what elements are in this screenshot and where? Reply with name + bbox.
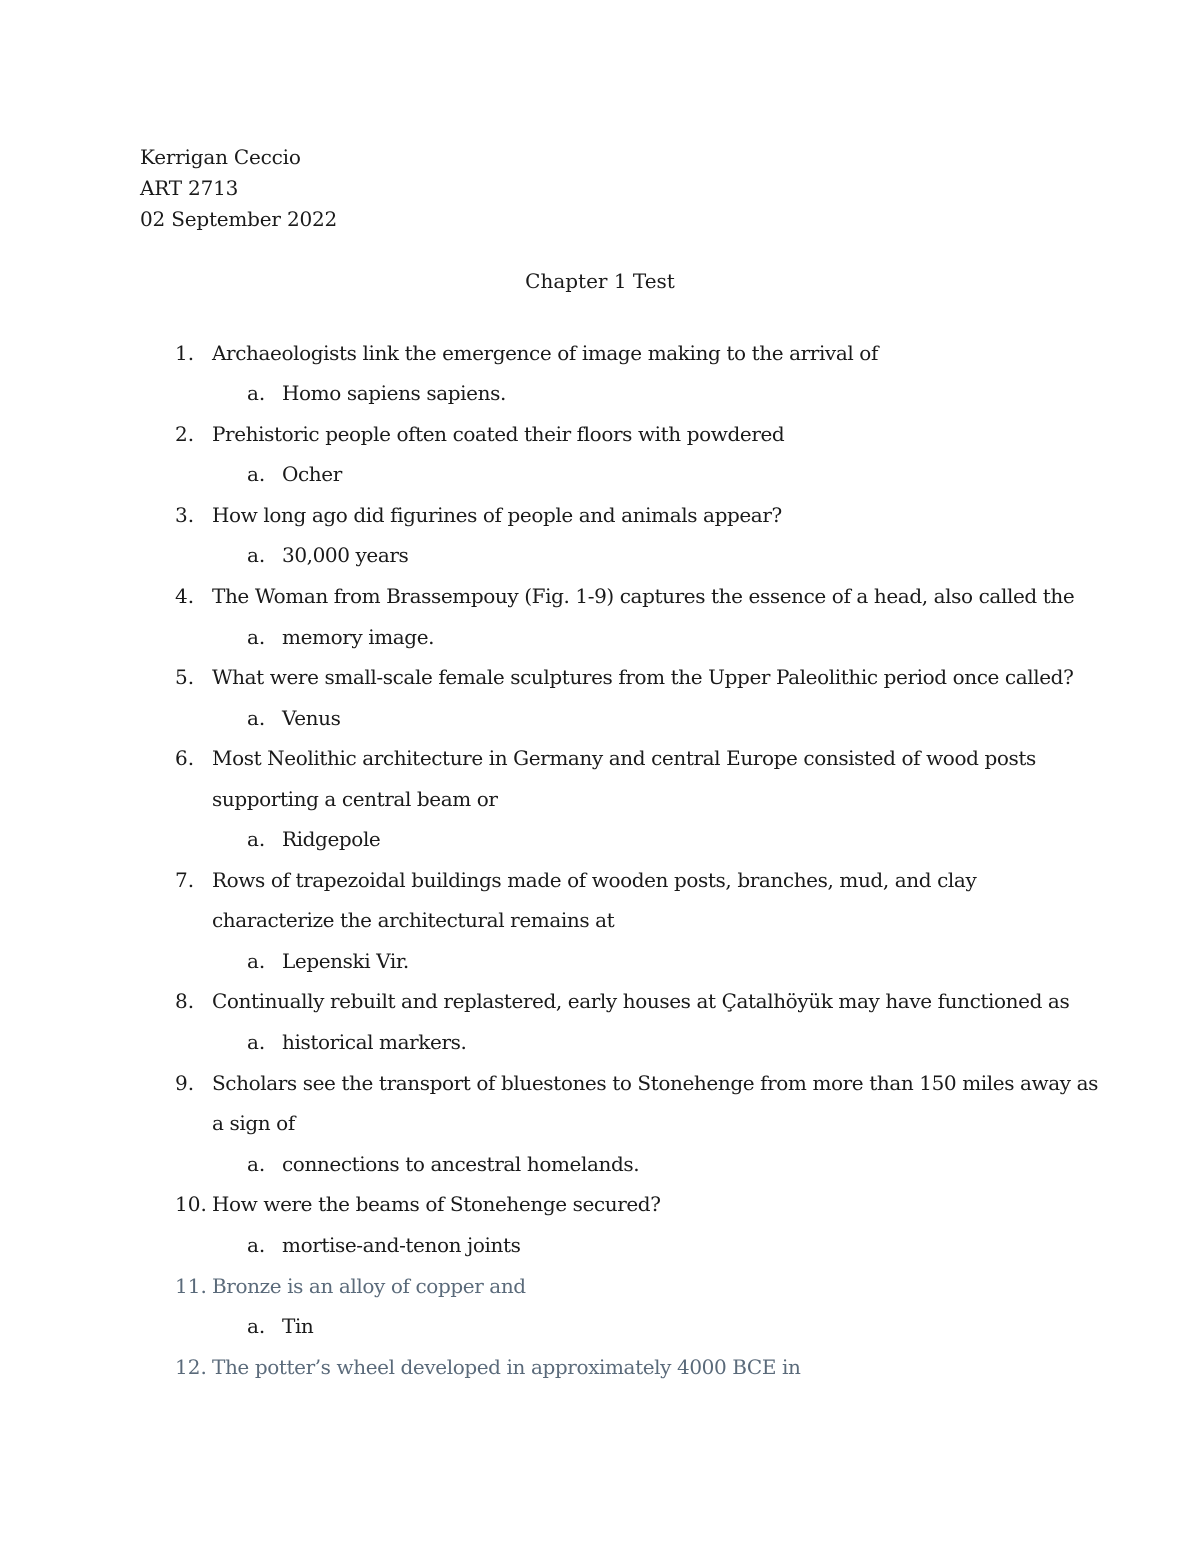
answer-text: Tin: [282, 1314, 314, 1338]
answer-letter: a.: [247, 949, 266, 973]
answer-letter: a.: [247, 543, 266, 567]
question-text-continued: characterize the architectural remains at: [212, 908, 615, 932]
answer-letter: a.: [247, 462, 266, 486]
page-title: Chapter 1 Test: [525, 269, 675, 293]
answer-text: memory image.: [282, 625, 435, 649]
question-text: The potter’s wheel developed in approximately 4000 BCE in: [212, 1355, 801, 1379]
question-text: How long ago did figurines of people and animals appear?: [212, 503, 782, 527]
question-text: Continually rebuilt and replastered, early houses at Çatalhöyük may have functioned as: [212, 989, 1070, 1013]
question-text-continued: a sign of: [212, 1111, 295, 1135]
answer-letter: a.: [247, 1030, 266, 1054]
question-number: 7.: [175, 868, 195, 892]
answer-text: Ridgepole: [282, 827, 381, 851]
question-text: How were the beams of Stonehenge secured?: [212, 1192, 661, 1216]
answer-text: historical markers.: [282, 1030, 467, 1054]
question-number: 4.: [175, 584, 195, 608]
question-number: 8.: [175, 989, 195, 1013]
question-number: 11.: [175, 1274, 207, 1298]
question-number: 3.: [175, 503, 195, 527]
question-text: What were small-scale female sculptures from the Upper Paleolithic period once called?: [212, 665, 1074, 689]
question-text: Rows of trapezoidal buildings made of wooden posts, branches, mud, and clay: [212, 868, 977, 892]
answer-text: Venus: [282, 706, 341, 730]
answer-text: 30,000 years: [282, 543, 409, 567]
answer-letter: a.: [247, 381, 266, 405]
answer-letter: a.: [247, 1314, 266, 1338]
answer-letter: a.: [247, 625, 266, 649]
answer-letter: a.: [247, 706, 266, 730]
answer-letter: a.: [247, 1152, 266, 1176]
course-code: ART 2713: [140, 176, 239, 200]
document-date: 02 September 2022: [140, 207, 338, 231]
question-number: 2.: [175, 422, 195, 446]
question-number: 1.: [175, 341, 195, 365]
question-text: Most Neolithic architecture in Germany and central Europe consisted of wood posts: [212, 746, 1036, 770]
question-text: Scholars see the transport of bluestones to Stonehenge from more than 150 miles away as: [212, 1071, 1099, 1095]
answer-text: Ocher: [282, 462, 342, 486]
question-text-continued: supporting a central beam or: [212, 787, 498, 811]
student-name: Kerrigan Ceccio: [140, 145, 301, 169]
question-text: The Woman from Brassempouy (Fig. 1-9) captures the essence of a head, also called the: [212, 584, 1075, 608]
question-text: Prehistoric people often coated their floors with powdered: [212, 422, 785, 446]
answer-text: mortise-and-tenon joints: [282, 1233, 521, 1257]
question-number: 12.: [175, 1355, 207, 1379]
question-text: Archaeologists link the emergence of image making to the arrival of: [212, 341, 878, 365]
question-number: 10.: [175, 1192, 207, 1216]
question-number: 9.: [175, 1071, 195, 1095]
answer-letter: a.: [247, 827, 266, 851]
question-number: 5.: [175, 665, 195, 689]
answer-text: connections to ancestral homelands.: [282, 1152, 640, 1176]
answer-text: Homo sapiens sapiens.: [282, 381, 506, 405]
question-text: Bronze is an alloy of copper and: [212, 1274, 526, 1298]
answer-letter: a.: [247, 1233, 266, 1257]
answer-text: Lepenski Vir.: [282, 949, 409, 973]
question-number: 6.: [175, 746, 195, 770]
